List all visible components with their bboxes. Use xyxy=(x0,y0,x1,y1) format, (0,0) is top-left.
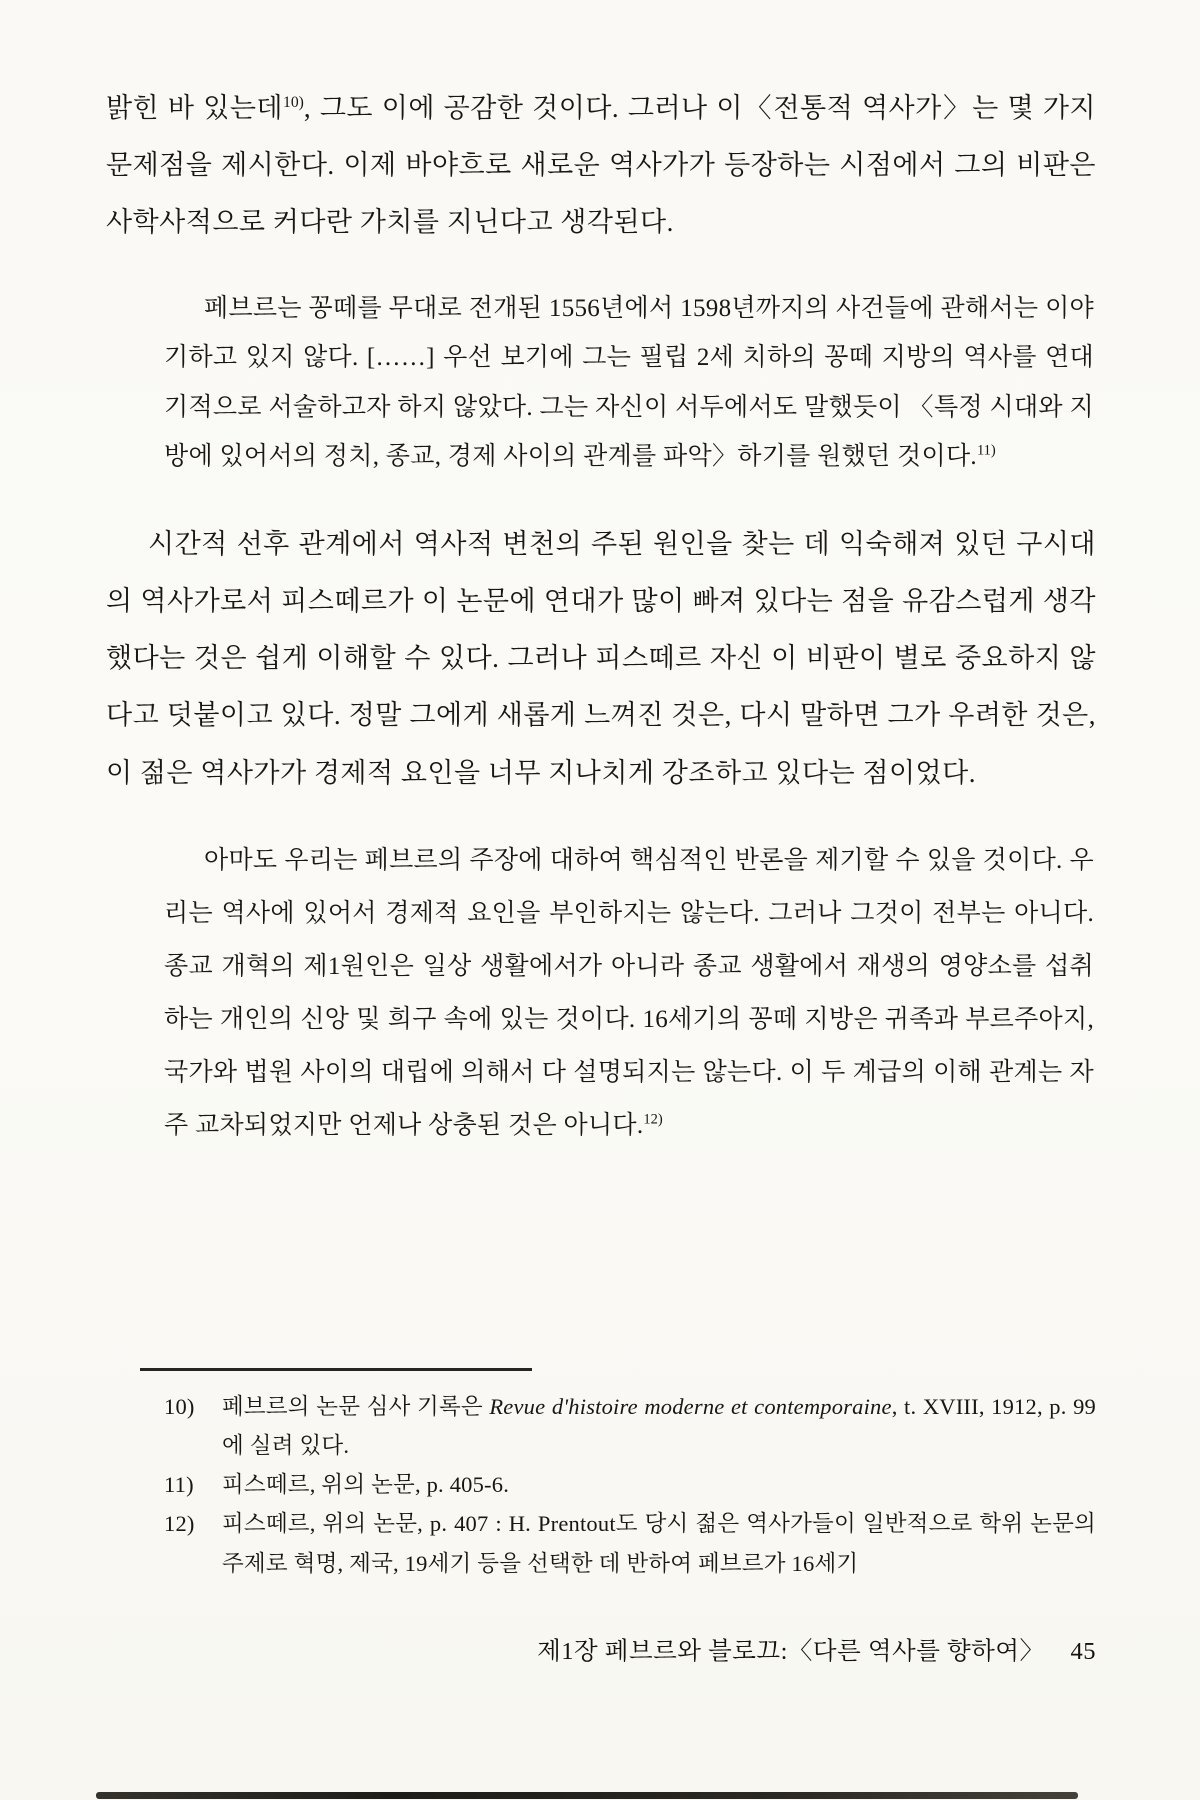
running-title: 제1장 페브르와 블로끄:〈다른 역사를 향하여〉 xyxy=(537,1638,1045,1665)
footnote-separator-rule xyxy=(140,1368,532,1371)
footnote-ref-10: 10) xyxy=(282,94,304,111)
paragraph-1-text-end: , 그도 이에 공감한 것이다. 그러나 이〈전통적 역사가〉는 몇 가지 문제점을 제시한다. 이제 바야흐로 새로운 역사가가 등장하는 시점에서 그의 비판은 사학사적으로 커다란 가치를 지닌다고 생각된다. xyxy=(106,93,1096,238)
footnote-10-number: 10) xyxy=(164,1394,195,1419)
footnote-11 xyxy=(164,1465,1096,1504)
footnote-12-number: 12) xyxy=(164,1511,195,1537)
scan-artifact xyxy=(96,1792,1078,1799)
running-footer xyxy=(537,1632,1096,1667)
journal-title: Revue d'histoire moderne et contemporaine xyxy=(489,1394,892,1419)
block-quote-1-text: 페브르는 꽁떼를 무대로 전개된 1556년에서 1598년까지의 사건들에 관해서는 이야기하고 있지 않다. [……] 우선 보기에 그는 필립 2세 치하의 꽁떼 지방의 역사를 연대기적으로 서술하고자 하지 않았다. 그는 자신이 서두에서도 말했듯이 〈특정 시대와 지방에 있어서의 정치, 종교, 경제 사이의 관계를 파악〉하기를 원했던 것이다. xyxy=(164,294,1094,471)
block-quote-1 xyxy=(164,284,1094,482)
footnote-ref-12: 12) xyxy=(643,1111,663,1128)
page-body xyxy=(106,80,1096,1352)
footnotes-section xyxy=(140,1368,1096,1583)
page-number: 45 xyxy=(1070,1638,1096,1665)
footnote-10-text-start: 페브르의 논문 심사 기록은 xyxy=(222,1394,490,1419)
footnote-12-text: 피스떼르, 위의 논문, p. 407 : H. Prentout도 당시 젊은 역사가들이 일반적으로 학위 논문의 주제로 혁명, 제국, 19세기 등을 선택한 데 반하여 페브르가 16세기 xyxy=(222,1511,1096,1576)
block-quote-2-text: 아마도 우리는 페브르의 주장에 대하여 핵심적인 반론을 제기할 수 있을 것이다. 우리는 역사에 있어서 경제적 요인을 부인하지는 않는다. 그러나 그것이 전부는 아니다. 종교 개혁의 제1원인은 일상 생활에서가 아니라 종교 생활에서 재생의 영양소를 섭취하는 개인의 신앙 및 희구 속에 있는 것이다. 16세기의 꽁떼 지방은 귀족과 부르주아지, 국가와 법원 사이의 대립에 의해서 다 설명되지는 않는다. 이 두 계급의 이해 관계는 자주 교차되었지만 언제나 상충된 것은 아니다. xyxy=(164,846,1094,1139)
footnote-ref-11: 11) xyxy=(976,442,996,459)
paragraph-1 xyxy=(106,80,1096,252)
footnote-10 xyxy=(164,1387,1096,1465)
footnote-11-text: 피스떼르, 위의 논문, p. 405-6. xyxy=(222,1472,510,1498)
paragraph-1-text-start: 밝힌 바 있는데 xyxy=(106,93,283,123)
paragraph-2: 시간적 선후 관계에서 역사적 변천의 주된 원인을 찾는 데 익숙해져 있던 구시대의 역사가로서 피스떼르가 이 논문에 연대가 많이 빠져 있다는 점을 유감스럽게 생각했다는 것은 쉽게 이해할 수 있다. 그러나 피스떼르 자신 이 비판이 별로 중요하지 않다고 덧붙이고 있다. 정말 그에게 새롭게 느껴진 것은, 다시 말하면 그가 우려한 것은, 이 젊은 역사가가 경제적 요인을 너무 지나치게 강조하고 있다는 점이었다. xyxy=(106,528,1096,788)
footnote-11-number: 11) xyxy=(164,1472,194,1498)
footnote-10-text-end: , t. XVIII, 1912, p. 99에 실려 있다. xyxy=(222,1394,1096,1459)
block-quote-2 xyxy=(164,834,1094,1152)
footnote-12 xyxy=(164,1504,1096,1582)
footnote-10-text xyxy=(222,1387,1096,1465)
